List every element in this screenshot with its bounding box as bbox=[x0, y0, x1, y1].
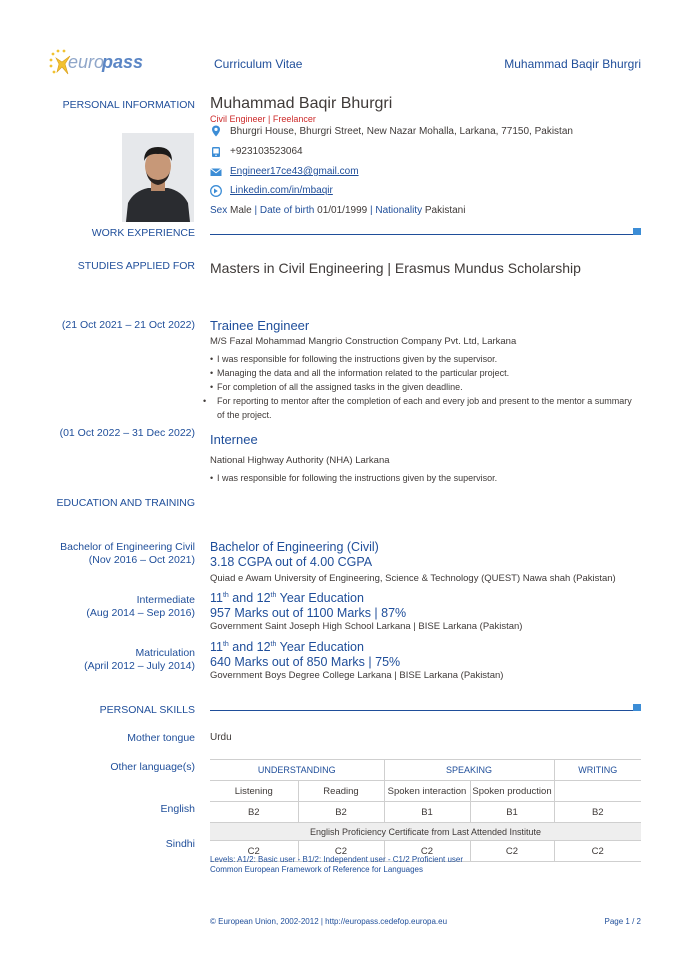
europass-logo bbox=[48, 48, 148, 78]
section-divider bbox=[210, 234, 637, 235]
header-speaking: SPEAKING bbox=[384, 760, 554, 781]
applied-label: STUDIES APPLIED FOR bbox=[77, 260, 195, 272]
edu-institution: Quiad e Awam University of Engineering, Science & Technology (QUEST) Nawa shah (Pakistan) bbox=[210, 573, 616, 584]
job-company: National Highway Authority (NHA) Larkana bbox=[210, 455, 390, 466]
dob-value: 01/01/1999 bbox=[317, 205, 368, 216]
person-name: Muhammad Baqir Bhurgri bbox=[210, 95, 393, 112]
section-label-personal: PERSONAL INFORMATION bbox=[62, 99, 195, 111]
header-name: Muhammad Baqir Bhurgri bbox=[504, 57, 641, 71]
subheader-reading: Reading bbox=[298, 781, 384, 802]
section-divider-marker bbox=[633, 228, 641, 235]
edu-title: Bachelor of Engineering (Civil) 3.18 CGPA out of 4.00 CGPA bbox=[210, 540, 379, 569]
section-divider-marker bbox=[633, 704, 641, 711]
linkedin-link[interactable]: Linkedin.com/in/mbaqir bbox=[230, 185, 333, 196]
level-cell: B1 bbox=[470, 802, 554, 823]
email-link[interactable]: Engineer17ce43@gmail.com bbox=[230, 166, 359, 177]
email-icon bbox=[210, 166, 222, 178]
phone-icon bbox=[210, 146, 222, 158]
person-subtitle: Civil Engineer | Freelancer bbox=[210, 114, 316, 124]
table-subheader-row bbox=[210, 781, 641, 802]
address-text: Bhurgri House, Bhurgri Street, New Nazar Mohalla, Larkana, 77150, Pakistan bbox=[230, 126, 573, 137]
separator: | bbox=[369, 205, 373, 216]
job-title: Trainee Engineer bbox=[210, 318, 310, 333]
job-dates: (21 Oct 2021 – 21 Oct 2022) bbox=[61, 319, 195, 331]
edu-title: 11th and 12th Year Education 640 Marks out of 850 Marks | 75% bbox=[210, 640, 401, 670]
website-icon bbox=[210, 185, 222, 197]
other-languages-label: Other language(s) bbox=[110, 761, 195, 773]
footer-copyright: © European Union, 2002-2012 | http://europass.cedefop.europa.eu bbox=[210, 917, 448, 926]
level-cell: B2 bbox=[210, 802, 298, 823]
sex-label: Sex bbox=[210, 205, 228, 216]
levels-note: Levels: A1/2: Basic user - B1/2: Independent user - C1/2 Proficient user Common European Framework of Reference for Languages bbox=[210, 855, 464, 874]
level-cell: B1 bbox=[384, 802, 470, 823]
language-name-sindhi: Sindhi bbox=[165, 838, 195, 850]
section-label-work: WORK EXPERIENCE bbox=[91, 227, 195, 239]
subheader-writing bbox=[554, 781, 641, 802]
language-name-english: English bbox=[160, 803, 195, 815]
job-bullet: • For completion of all the assigned tasks in the given deadline. bbox=[210, 382, 463, 392]
job-company: M/S Fazal Mohammad Mangrio Construction Company Pvt. Ltd, Larkana bbox=[210, 336, 517, 347]
subheader-spoken-production: Spoken production bbox=[470, 781, 554, 802]
edu-label: Matriculation (April 2012 – July 2014) bbox=[84, 647, 195, 672]
applied-value: Masters in Civil Engineering | Erasmus Mundus Scholarship bbox=[210, 260, 581, 276]
edu-institution: Government Saint Joseph High School Larkana | BISE Larkana (Pakistan) bbox=[210, 621, 523, 632]
job-bullet: • I was responsible for following the instructions given by the supervisor. bbox=[210, 354, 498, 364]
separator: | bbox=[254, 205, 258, 216]
subheader-spoken-interaction: Spoken interaction bbox=[384, 781, 470, 802]
level-cell: C2 bbox=[384, 841, 470, 862]
dob-label: Date of birth bbox=[259, 205, 315, 216]
footer-page-number: Page 1 / 2 bbox=[604, 917, 641, 926]
mother-tongue-value: Urdu bbox=[210, 732, 232, 743]
table-header-row bbox=[210, 760, 641, 781]
logo-text-euro: euro bbox=[68, 52, 105, 72]
job-bullet: • For reporting to mentor after the completion of each and every job and present to the mentor a summary of the project. bbox=[203, 396, 632, 420]
profile-photo bbox=[122, 133, 194, 222]
job-bullet: • Managing the data and all the information related to the particular project. bbox=[210, 368, 510, 378]
sex-value: Male bbox=[230, 205, 252, 216]
job-dates: (01 Oct 2022 – 31 Dec 2022) bbox=[59, 427, 195, 439]
certificate-row bbox=[210, 823, 641, 841]
table-row bbox=[210, 802, 641, 823]
level-cell: C2 bbox=[210, 841, 298, 862]
edu-title: 11th and 12th Year Education 957 Marks out of 1100 Marks | 87% bbox=[210, 591, 407, 621]
header-writing: WRITING bbox=[554, 760, 641, 781]
job-bullet: • I was responsible for following the instructions given by the supervisor. bbox=[210, 473, 498, 483]
level-cell: C2 bbox=[554, 841, 641, 862]
personal-details-line bbox=[210, 205, 465, 216]
edu-label: Intermediate (Aug 2014 – Sep 2016) bbox=[86, 594, 195, 619]
language-skills-table bbox=[210, 759, 641, 862]
level-cell: C2 bbox=[470, 841, 554, 862]
section-label-education: EDUCATION AND TRAINING bbox=[56, 497, 195, 509]
section-label-skills: PERSONAL SKILLS bbox=[99, 704, 195, 716]
level-cell: C2 bbox=[298, 841, 384, 862]
mother-tongue-label: Mother tongue bbox=[127, 732, 195, 744]
edu-institution: Government Boys Degree College Larkana | BISE Larkana (Pakistan) bbox=[210, 670, 504, 681]
certificate-text: English Proficiency Certificate from Last Attended Institute bbox=[210, 823, 641, 841]
location-pin-icon bbox=[210, 125, 222, 137]
logo-text-pass: pass bbox=[102, 52, 144, 72]
phone-text: +923103523064 bbox=[230, 146, 303, 157]
section-divider bbox=[210, 710, 637, 711]
nationality-label: Nationality bbox=[375, 205, 423, 216]
doc-title: Curriculum Vitae bbox=[214, 57, 303, 71]
edu-label: Bachelor of Engineering Civil (Nov 2016 – Oct 2021) bbox=[60, 541, 195, 566]
level-cell: B2 bbox=[554, 802, 641, 823]
header-understanding: UNDERSTANDING bbox=[210, 760, 384, 781]
subheader-listening: Listening bbox=[210, 781, 298, 802]
nationality-value: Pakistani bbox=[424, 205, 466, 216]
job-title: Internee bbox=[210, 432, 258, 447]
level-cell: B2 bbox=[298, 802, 384, 823]
